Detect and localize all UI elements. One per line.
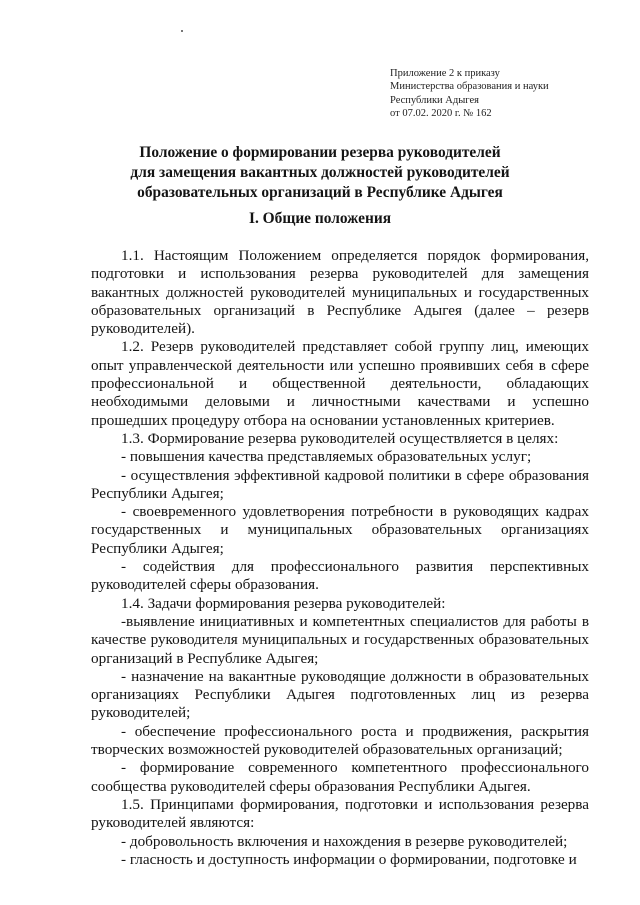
- list-item: - назначение на вакантные руководящие должности в образовательных организациях Республики Адыгея подготовленных лиц из резерва руководителей;: [91, 667, 589, 722]
- paragraph: 1.2. Резерв руководителей представляет собой группу лиц, имеющих опыт управленческой деятельности или успешно проявивших себя в сфере профессиональной и общественной деятельности, обладающих необходимыми деловыми и личностными качествами и успешно прошедших процедуру отбора на основании установленных критериев.: [91, 338, 589, 429]
- appendix-note: [390, 67, 549, 120]
- list-item: - своевременного удовлетворения потребности в руководящих кадрах государственных и муниципальных образовательных организациях Республики Адыгея;: [91, 503, 589, 557]
- list-item: - добровольность включения и нахождения в резерве руководителей;: [121, 832, 568, 850]
- paragraph: 1.3. Формирование резерва руководителей осуществляется в целях:: [121, 429, 559, 447]
- list-item: - содействия для профессионального развития перспективных руководителей сферы образования.: [91, 558, 589, 594]
- list-item: - гласность и доступность информации о формировании, подготовке и: [121, 850, 577, 868]
- paragraph: 1.4. Задачи формирования резерва руководителей:: [121, 594, 446, 612]
- list-item: - обеспечение профессионального роста и продвижения, раскрытия творческих возможностей руководителей образовательных организаций;: [91, 722, 589, 759]
- title-line: для замещения вакантных должностей руководителей: [130, 163, 510, 181]
- appendix-line: Республики Адыгея: [390, 94, 479, 106]
- title-line: образовательных организаций в Республике Адыгея: [137, 183, 503, 201]
- section-heading: I. Общие положения: [248, 210, 392, 227]
- paragraph: 1.1. Настоящим Положением определяется порядок формирования, подготовки и использования резерва руководителей для замещения вакантных должностей руководителей муниципальных и государственных образовательных организаций в Республике Адыгея (далее – резерв руководителей).: [91, 247, 589, 338]
- list-item: - осуществления эффективной кадровой политики в сфере образования Республики Адыгея;: [91, 466, 589, 502]
- appendix-line: от 07.02. 2020 г. № 162: [390, 107, 492, 119]
- paragraph: 1.5. Принципами формирования, подготовки и использования резерва руководителей являются:: [91, 795, 589, 832]
- appendix-line: Министерства образования и науки: [390, 81, 549, 93]
- scan-speck: [181, 30, 183, 32]
- document-title: [60, 143, 580, 202]
- list-item: - повышения качества представляемых образовательных услуг;: [121, 448, 532, 466]
- document-body: [91, 247, 589, 869]
- list-item: -выявление инициативных и компетентных специалистов для работы в качестве руководителя муниципальных и государственных образовательных организаций в Республике Адыгея;: [91, 612, 589, 667]
- list-item: - формирование современного компетентного профессионального сообщества руководителей сферы образования Республики Адыгея.: [91, 759, 589, 795]
- title-line: Положение о формировании резерва руководителей: [139, 144, 501, 161]
- appendix-line: Приложение 2 к приказу: [390, 68, 500, 79]
